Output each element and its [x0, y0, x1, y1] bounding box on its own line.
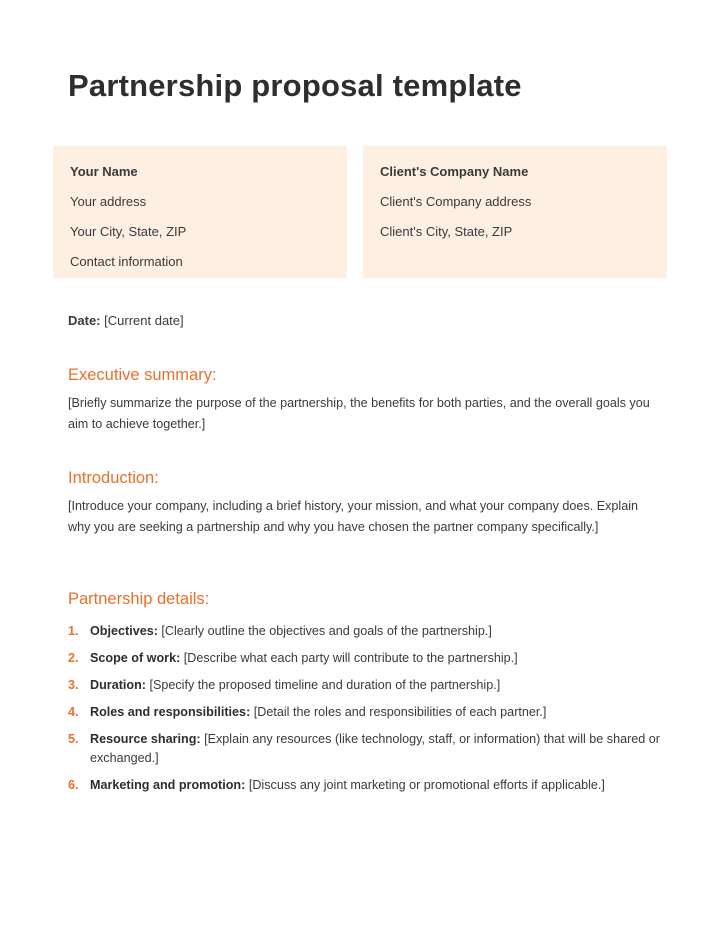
list-item-term: Objectives:	[90, 624, 158, 638]
sender-address-box	[53, 146, 347, 278]
list-item	[68, 703, 668, 722]
client-city: Client's City, State, ZIP	[380, 224, 513, 239]
date-line	[68, 313, 184, 328]
list-item-term: Marketing and promotion:	[90, 778, 246, 792]
list-item-term: Scope of work:	[90, 651, 181, 665]
sender-city: Your City, State, ZIP	[70, 224, 187, 239]
partnership-details-list	[68, 622, 668, 803]
list-item	[68, 776, 668, 795]
executive-summary-heading: Executive summary:	[68, 366, 217, 384]
client-company-name: Client's Company Name	[380, 164, 529, 179]
list-item-text: [Specify the proposed timeline and duration of the partnership.]	[149, 678, 501, 692]
list-item-number: 5.	[68, 732, 79, 746]
list-item-term: Resource sharing:	[90, 732, 201, 746]
executive-summary-body: [Briefly summarize the purpose of the partnership, the benefits for both parties, and the overall goals you aim to achieve together.]	[68, 396, 650, 431]
introduction-body: [Introduce your company, including a brief history, your mission, and what your company does. Explain why you are seeking a partnership and why you have chosen the partner company specifically.]	[68, 499, 639, 534]
list-item-number: 6.	[68, 778, 79, 792]
list-item-number: 3.	[68, 678, 79, 692]
list-item-text: [Clearly outline the objectives and goals of the partnership.]	[161, 624, 492, 638]
list-item-text: [Detail the roles and responsibilities of each partner.]	[253, 705, 547, 719]
list-item-text: [Explain any resources (like technology, staff, or information) that will be shared or exchanged.]	[90, 732, 661, 765]
list-item	[68, 649, 668, 668]
list-item-number: 2.	[68, 651, 79, 665]
list-item-number: 4.	[68, 705, 79, 719]
list-item	[68, 676, 668, 695]
list-item	[68, 730, 668, 768]
sender-contact: Contact information	[70, 254, 183, 269]
partnership-details-heading: Partnership details:	[68, 590, 210, 608]
sender-address: Your address	[70, 194, 147, 209]
sender-name: Your Name	[70, 164, 138, 179]
client-address-box	[363, 146, 667, 278]
list-item-text: [Discuss any joint marketing or promotional efforts if applicable.]	[248, 778, 605, 792]
list-item	[68, 622, 668, 641]
list-item-term: Roles and responsibilities:	[90, 705, 251, 719]
date-value: [Current date]	[104, 313, 184, 328]
list-item-text: [Describe what each party will contribute to the partnership.]	[183, 651, 518, 665]
list-item-number: 1.	[68, 624, 79, 638]
list-item-term: Duration:	[90, 678, 146, 692]
client-address: Client's Company address	[380, 194, 532, 209]
introduction-heading: Introduction:	[68, 469, 159, 487]
document-title: Partnership proposal template	[68, 68, 522, 103]
date-label: Date:	[68, 313, 101, 328]
